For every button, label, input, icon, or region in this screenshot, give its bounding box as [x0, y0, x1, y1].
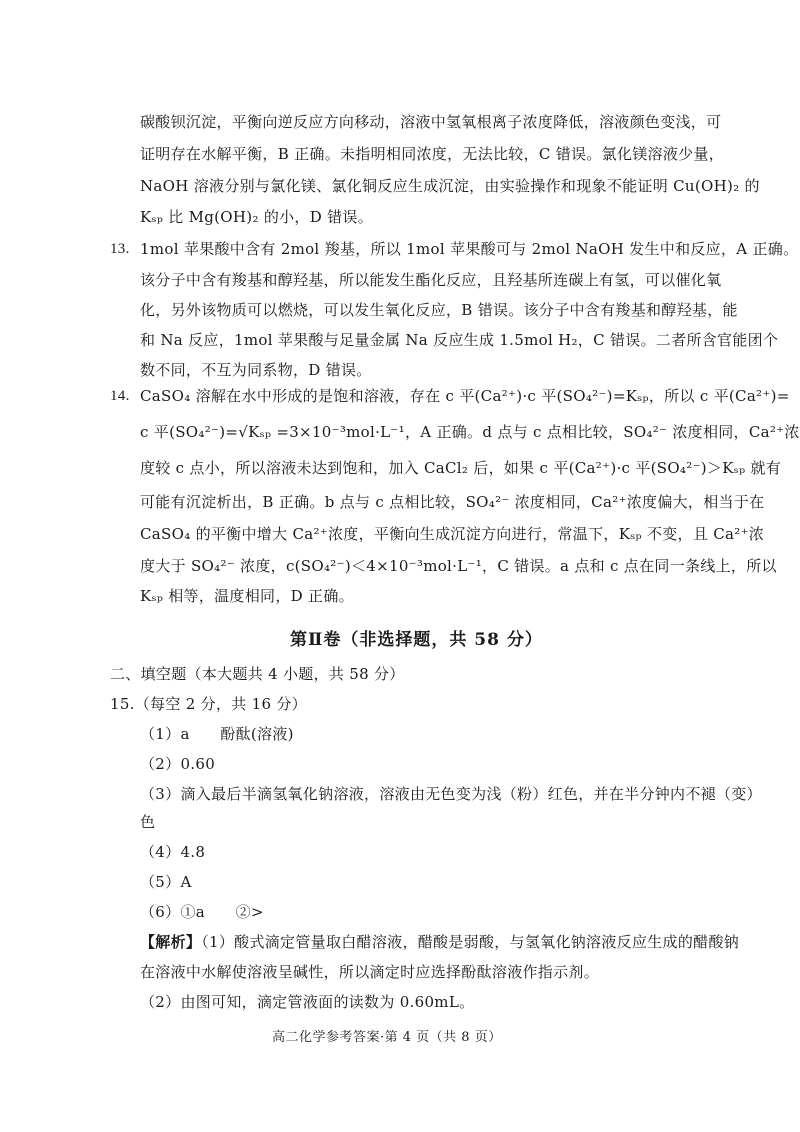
- answer-line: （6）①a ②>: [140, 903, 264, 921]
- answer-line: （1）a 酚酞(溶液): [140, 725, 294, 743]
- explanation-line: 碳酸钡沉淀，平衡向逆反应方向移动，溶液中氢氧根离子浓度降低，溶液颜色变浅，可: [140, 113, 722, 131]
- analysis-line: 在溶液中水解使溶液呈碱性，所以滴定时应选择酚酞溶液作指示剂。: [140, 963, 600, 981]
- analysis-line: （2）由图可知，滴定管液面的读数为 0.60mL。: [140, 993, 475, 1011]
- answer-line: （3）滴入最后半滴氢氧化钠溶液，溶液由无色变为浅（粉）红色，并在半分钟内不褪（变）: [140, 785, 762, 803]
- q13-line: 数不同，不互为同系物，D 错误。: [140, 361, 372, 379]
- q14-line: CaSO₄ 溶解在水中形成的是饱和溶液，存在 c 平(Ca²⁺)·c 平(SO₄²⁻)=Kₛₚ，所以 c 平(Ca²⁺)=: [140, 387, 790, 405]
- q13-line: 1mol 苹果酸中含有 2mol 羧基，所以 1mol 苹果酸可与 2mol NaOH 发生中和反应，A 正确。: [140, 240, 799, 258]
- q13-line: 和 Na 反应，1mol 苹果酸与足量金属 Na 反应生成 1.5mol H₂，C 错误。二者所含官能团个: [140, 331, 779, 349]
- q14-line: Kₛₚ 相等，温度相同，D 正确。: [140, 587, 354, 605]
- question-number: 14.: [110, 388, 130, 404]
- q13-line: 化，另外该物质可以燃烧，可以发生氧化反应，B 错误。该分子中含有羧基和醇羟基，能: [140, 301, 738, 319]
- answer-line: （4）4.8: [140, 843, 206, 861]
- section-heading: 二、填空题（本大题共 4 小题，共 58 分）: [110, 665, 405, 683]
- answer-line: 色: [140, 813, 156, 831]
- q14-line: 度较 c 点小，所以溶液未达到饱和，加入 CaCl₂ 后，如果 c 平(Ca²⁺)·c 平(SO₄²⁻)＞Kₛₚ 就有: [140, 459, 782, 477]
- analysis-line: [140, 932, 739, 952]
- explanation-line: Kₛₚ 比 Mg(OH)₂ 的小，D 错误。: [140, 208, 374, 226]
- answer-line: （5）A: [140, 873, 192, 891]
- analysis-label: 【解析】: [140, 933, 202, 951]
- q15-header: 15.（每空 2 分，共 16 分）: [110, 695, 307, 713]
- q14-line: c 平(SO₄²⁻)=√Kₛₚ =3×10⁻³mol·L⁻¹，A 正确。d 点与 c 点相比较，SO₄²⁻ 浓度相同，Ca²⁺浓: [140, 423, 800, 441]
- q13-line: 该分子中含有羧基和醇羟基，所以能发生酯化反应，且羟基所连碳上有氢，可以催化氧: [140, 271, 722, 289]
- explanation-line: NaOH 溶液分别与氯化镁、氯化铜反应生成沉淀，由实验操作和现象不能证明 Cu(OH)₂ 的: [140, 177, 760, 195]
- part-title: 第Ⅱ卷（非选择题，共 58 分）: [290, 630, 543, 650]
- explanation-line: 证明存在水解平衡，B 正确。未指明相同浓度，无法比较，C 错误。氯化镁溶液少量，: [140, 145, 725, 163]
- q14-line: CaSO₄ 的平衡中增大 Ca²⁺浓度，平衡向生成沉淀方向进行，常温下，Kₛₚ 不变，且 Ca²⁺浓: [140, 525, 765, 543]
- q14-line: 可能有沉淀析出，B 正确。b 点与 c 点相比较，SO₄²⁻ 浓度相同，Ca²⁺浓度偏大，相当于在: [140, 493, 765, 511]
- page-footer: 高二化学参考答案·第 4 页（共 8 页）: [272, 1030, 502, 1045]
- analysis-text: （1）酸式滴定管量取白醋溶液，醋酸是弱酸，与氢氧化钠溶液反应生成的醋酸钠: [201, 933, 740, 951]
- question-number: 13.: [110, 241, 130, 257]
- q14-line: 度大于 SO₄²⁻ 浓度，c(SO₄²⁻)＜4×10⁻³mol·L⁻¹，C 错误。a 点和 c 点在同一条线上，所以: [140, 557, 777, 575]
- answer-line: （2）0.60: [140, 755, 216, 773]
